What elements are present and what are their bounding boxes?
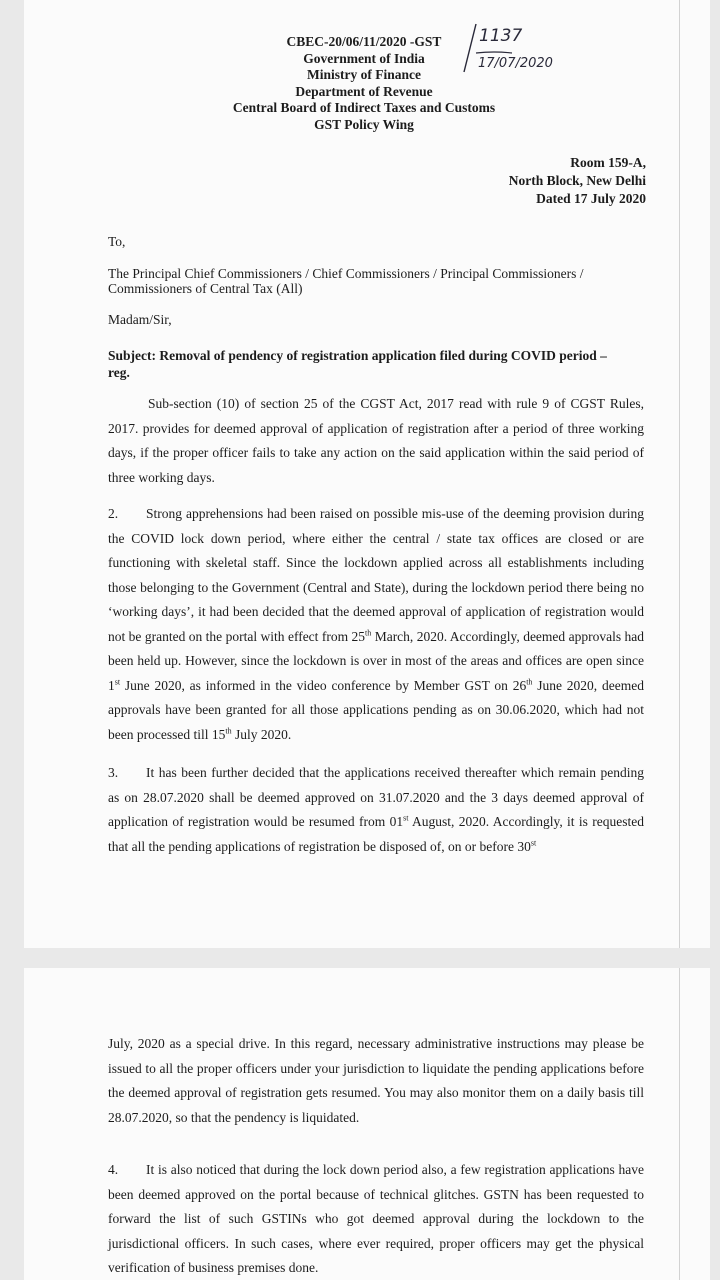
subject-line-2: reg. [108,365,130,380]
paragraph-4: 4. It is also noticed that during the lock down period also, a few registration applications have been deemed approved on the portal because of technical glitches. GSTN has been requested to forward the list of such GSTINs who got deemed approval during the lockdown to the jurisdictional officers. In such cases, where ever required, proper officers may get the physical verification of business premises done. [108,1158,644,1280]
recipients-line-1: The Principal Chief Commissioners / Chief Commissioners / Principal Commissioners / [108,266,584,281]
govt-line: Government of India [303,50,425,66]
paragraph-3-number: 3. [108,765,119,780]
paragraph-3: 3. It has been further decided that the applications received thereafter which remain pending as on 28.07.2020 shall be deemed approved on 31.07.2020 and the 3 days deemed approval of application of registration would be resumed from 01st August, 2020. Accordingly, it is requested that all the pending applications of registration be disposed of, on or before 30st [108,761,644,859]
ministry-line: Ministry of Finance [307,67,421,82]
paragraph-1: Sub-section (10) of section 25 of the CGST Act, 2017 read with rule 9 of CGST Rules, 2017. provides for deemed approval of application of registration after a period of three working days, if the proper officer fails to take any action on the said application within the said period of three working days. [108,396,644,485]
page-edge-line [679,0,680,948]
document-page-2 [24,968,710,1280]
dated-line: Dated 17 July 2020 [536,191,646,206]
room-line: Room 159-A, [570,155,646,170]
reference-number: CBEC-20/06/11/2020 -GST [286,34,442,49]
wing-line: GST Policy Wing [314,116,414,132]
paragraph-2: 2. Strong apprehensions had been raised on possible mis-use of the deeming provision during the COVID lock down period, where either the central / state tax offices are closed or are functioning with skeletal staff. Since the lockdown applied across all establishments including those belonging to the Government (Central and State), during the lockdown period there being no ‘working days’, it had been decided that the deemed approval of application of registration would not be granted on the portal with effect from 25th March, 2020. Accordingly, deemed approvals had been held up. However, since the lockdown is over in most of the areas and offices are open since 1st June 2020, as informed in the video conference by Member GST on 26th June 2020, deemed approvals have been granted for all those applications pending as on 30.06.2020, which had not been processed till 15th July 2020. [108,502,644,747]
subject-line-1: Subject: Removal of pendency of registration application filed during COVID period – [108,348,607,363]
recipients [108,266,583,296]
page-edge-line [679,968,680,1280]
paragraph-4-number: 4. [108,1162,119,1177]
inward-date: 17/07/2020 [478,56,553,71]
building-line: North Block, New Delhi [508,173,646,188]
salutation: Madam/Sir, [108,312,172,327]
handwritten-separator [460,22,480,74]
document-page-1 [24,0,710,948]
paragraph-2-number: 2. [108,506,119,521]
subject [108,347,642,381]
recipients-line-2: Commissioners of Central Tax (All) [108,281,303,296]
inward-number: 1137 [479,26,523,46]
department-line: Department of Revenue [295,83,433,99]
paragraph-3-continued: July, 2020 as a special drive. In this regard, necessary administrative instructions may please be issued to all the proper officers under your jurisdiction to liquidate the pending applications before the deemed approval of registration gets resumed. You may also monitor them on a daily basis till 28.07.2020, so that the pendency is liquidated. [108,1036,644,1125]
board-line: Central Board of Indirect Taxes and Customs [232,100,496,115]
address-block [404,154,646,208]
to-line: To, [108,234,126,249]
